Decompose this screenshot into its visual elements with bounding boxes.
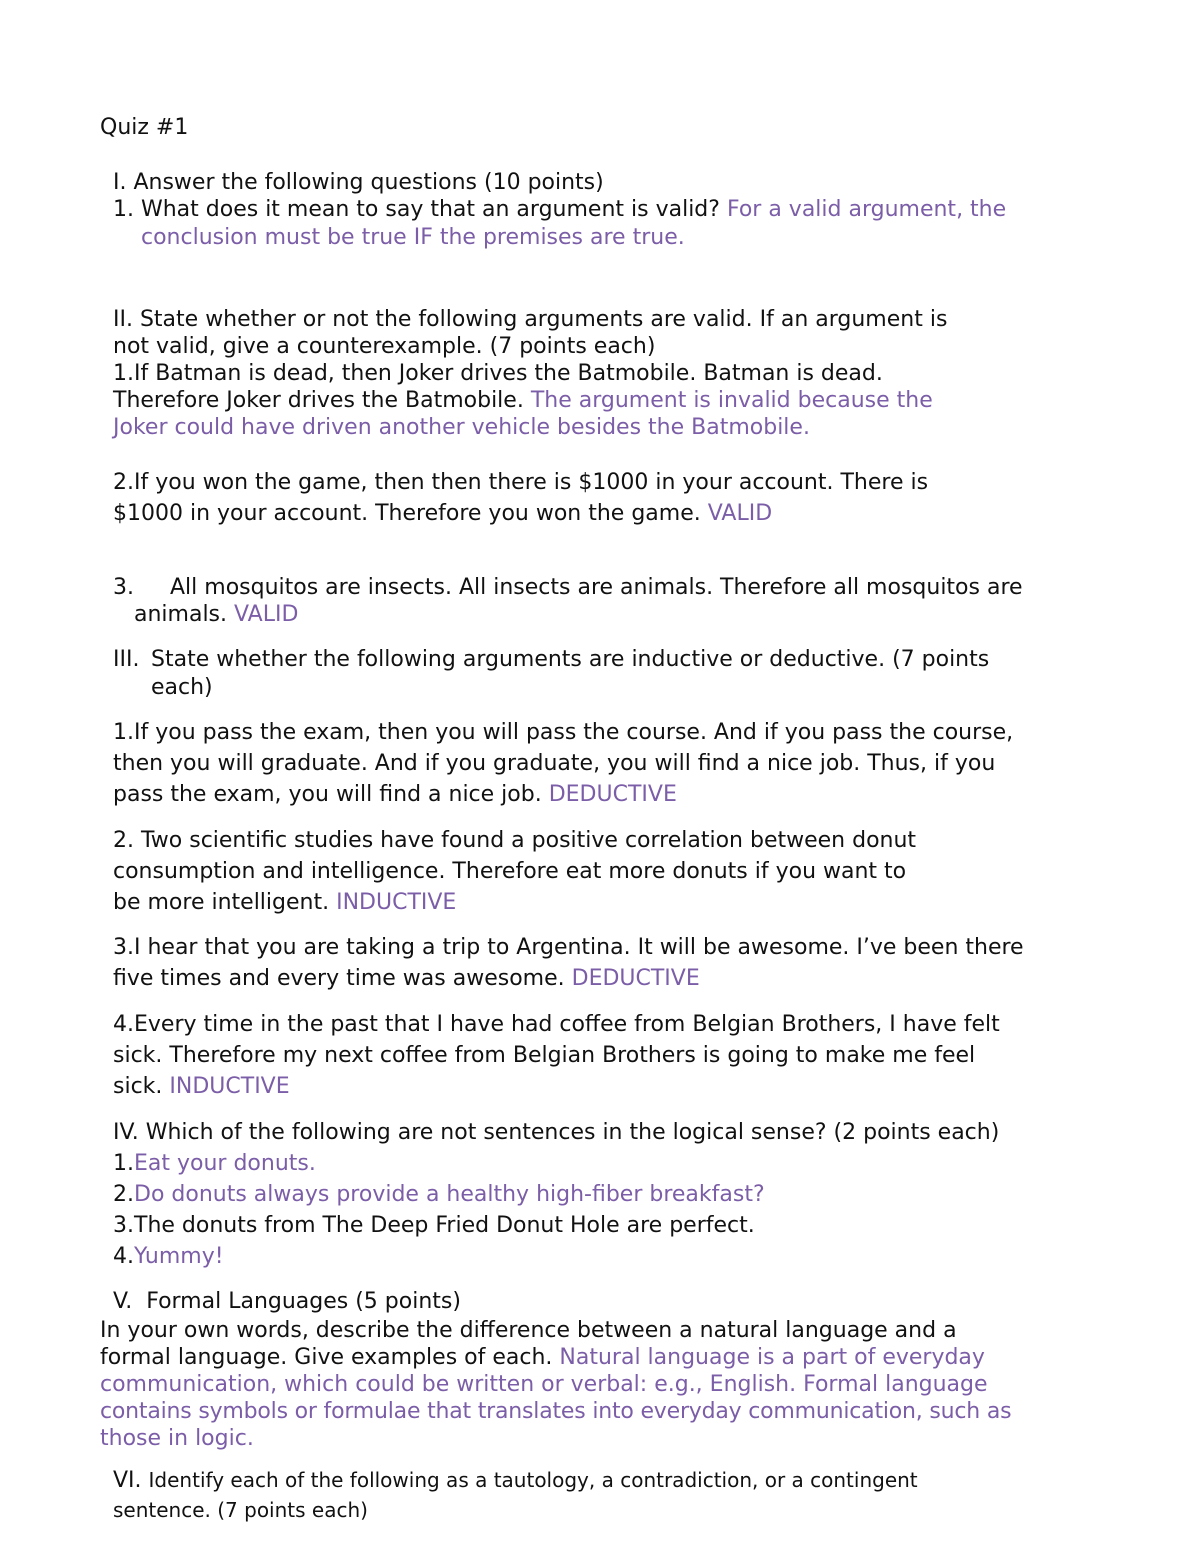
question-text: formal language. Give examples of each.	[100, 1345, 553, 1370]
item-number: 2.	[113, 1182, 134, 1207]
item-text: The donuts from The Deep Fried Donut Hole are perfect.	[134, 1213, 755, 1238]
list-item	[113, 1215, 755, 1237]
answer-text: conclusion must be true IF the premises are true.	[141, 225, 685, 250]
list-item	[113, 1246, 224, 1268]
question-text: $1000 in your account. Therefore you won the game.	[113, 501, 701, 526]
answer-text: Yummy!	[134, 1244, 224, 1269]
section-3-q1: 1.If you pass the exam, then you will pass the course. And if you pass the course,	[113, 720, 1014, 745]
answer-text: The argument is invalid because the	[530, 388, 933, 413]
answer-text: DEDUCTIVE	[548, 782, 677, 807]
answer-text: contains symbols or formulae that translates into everyday communication, such as	[100, 1399, 1012, 1424]
section-3-q4-cont: sick. Therefore my next coffee from Belgian Brothers is going to make me feel	[113, 1043, 976, 1068]
section-2-q3-cont	[134, 604, 298, 626]
section-3-q4: 4.Every time in the past that I have had coffee from Belgian Brothers, I have felt	[113, 1012, 1000, 1037]
answer-text: Joker could have driven another vehicle besides the Batmobile.	[113, 415, 810, 440]
section-2-heading: II. State whether or not the following arguments are valid. If an argument is	[113, 307, 948, 332]
section-2-q3-num: 3.	[113, 575, 134, 600]
section-5-prompt-cont	[100, 1347, 985, 1369]
section-2-heading-cont: not valid, give a counterexample. (7 points each)	[113, 334, 656, 359]
question-text: 1. What does it mean to say that an argument is valid?	[113, 197, 720, 222]
section-3-heading: State whether the following arguments are inductive or deductive. (7 points	[151, 647, 990, 672]
section-2-q3: All mosquitos are insects. All insects are animals. Therefore all mosquitos are	[170, 575, 1023, 600]
section-3-q1-cont	[113, 784, 677, 806]
section-3-q2-cont: consumption and intelligence. Therefore eat more donuts if you want to	[113, 859, 907, 884]
answer-text: communication, which could be written or verbal: e.g., English. Formal language	[100, 1372, 988, 1397]
section-3-q1-cont: then you will graduate. And if you graduate, you will find a nice job. Thus, if you	[113, 751, 996, 776]
section-6-heading-cont: sentence. (7 points each)	[113, 1498, 368, 1522]
section-3-q2-cont	[113, 892, 456, 914]
section-3-q3-cont	[113, 968, 700, 990]
section-1-q1	[113, 199, 1006, 221]
answer-text: VALID	[707, 501, 773, 526]
section-2-q1: 1.If Batman is dead, then Joker drives the Batmobile. Batman is dead.	[113, 361, 883, 386]
section-5-prompt: In your own words, describe the difference between a natural language and a	[100, 1318, 957, 1343]
section-6-text: Identify each of the following as a tautology, a contradiction, or a contingent	[148, 1468, 918, 1492]
section-number: VI.	[113, 1468, 142, 1493]
section-5-heading: V. Formal Languages (5 points)	[113, 1289, 461, 1314]
answer-text: Do donuts always provide a healthy high-fiber breakfast?	[134, 1182, 765, 1207]
list-item	[113, 1153, 316, 1175]
item-number: 4.	[113, 1244, 134, 1269]
question-text: Therefore Joker drives the Batmobile.	[113, 388, 524, 413]
question-text: animals.	[134, 602, 228, 627]
answer-text: INDUCTIVE	[169, 1074, 290, 1099]
list-item	[113, 1184, 765, 1206]
answer-text: For a valid argument, the	[726, 197, 1007, 222]
section-6-heading	[113, 1470, 918, 1492]
section-3-q2: 2. Two scientific studies have found a positive correlation between donut	[113, 828, 917, 853]
answer-text: Natural language is a part of everyday	[559, 1345, 985, 1370]
section-3-heading-num: III.	[113, 647, 140, 672]
section-3-q4-cont	[113, 1076, 290, 1098]
section-3-heading-cont: each)	[151, 675, 213, 700]
section-2-q2-cont	[113, 503, 772, 525]
page-title: Quiz #1	[100, 115, 189, 140]
answer-text: DEDUCTIVE	[571, 966, 700, 991]
answer-text: INDUCTIVE	[336, 890, 457, 915]
section-4-heading: IV. Which of the following are not sentences in the logical sense? (2 points each)	[113, 1120, 1000, 1145]
answer-text: Eat your donuts.	[134, 1151, 316, 1176]
section-1-heading: I. Answer the following questions (10 points)	[113, 170, 604, 195]
section-2-q1-cont	[113, 390, 933, 412]
question-text: be more intelligent.	[113, 890, 330, 915]
question-text: five times and every time was awesome.	[113, 966, 565, 991]
section-2-q2: 2.If you won the game, then then there is $1000 in your account. There is	[113, 470, 929, 495]
answer-text: those in logic.	[100, 1426, 254, 1451]
question-text: sick.	[113, 1074, 163, 1099]
item-number: 1.	[113, 1151, 134, 1176]
answer-text: VALID	[234, 602, 299, 627]
section-3-q3: 3.I hear that you are taking a trip to Argentina. It will be awesome. I’ve been there	[113, 935, 1024, 960]
item-number: 3.	[113, 1213, 134, 1238]
question-text: pass the exam, you will find a nice job.	[113, 782, 542, 807]
